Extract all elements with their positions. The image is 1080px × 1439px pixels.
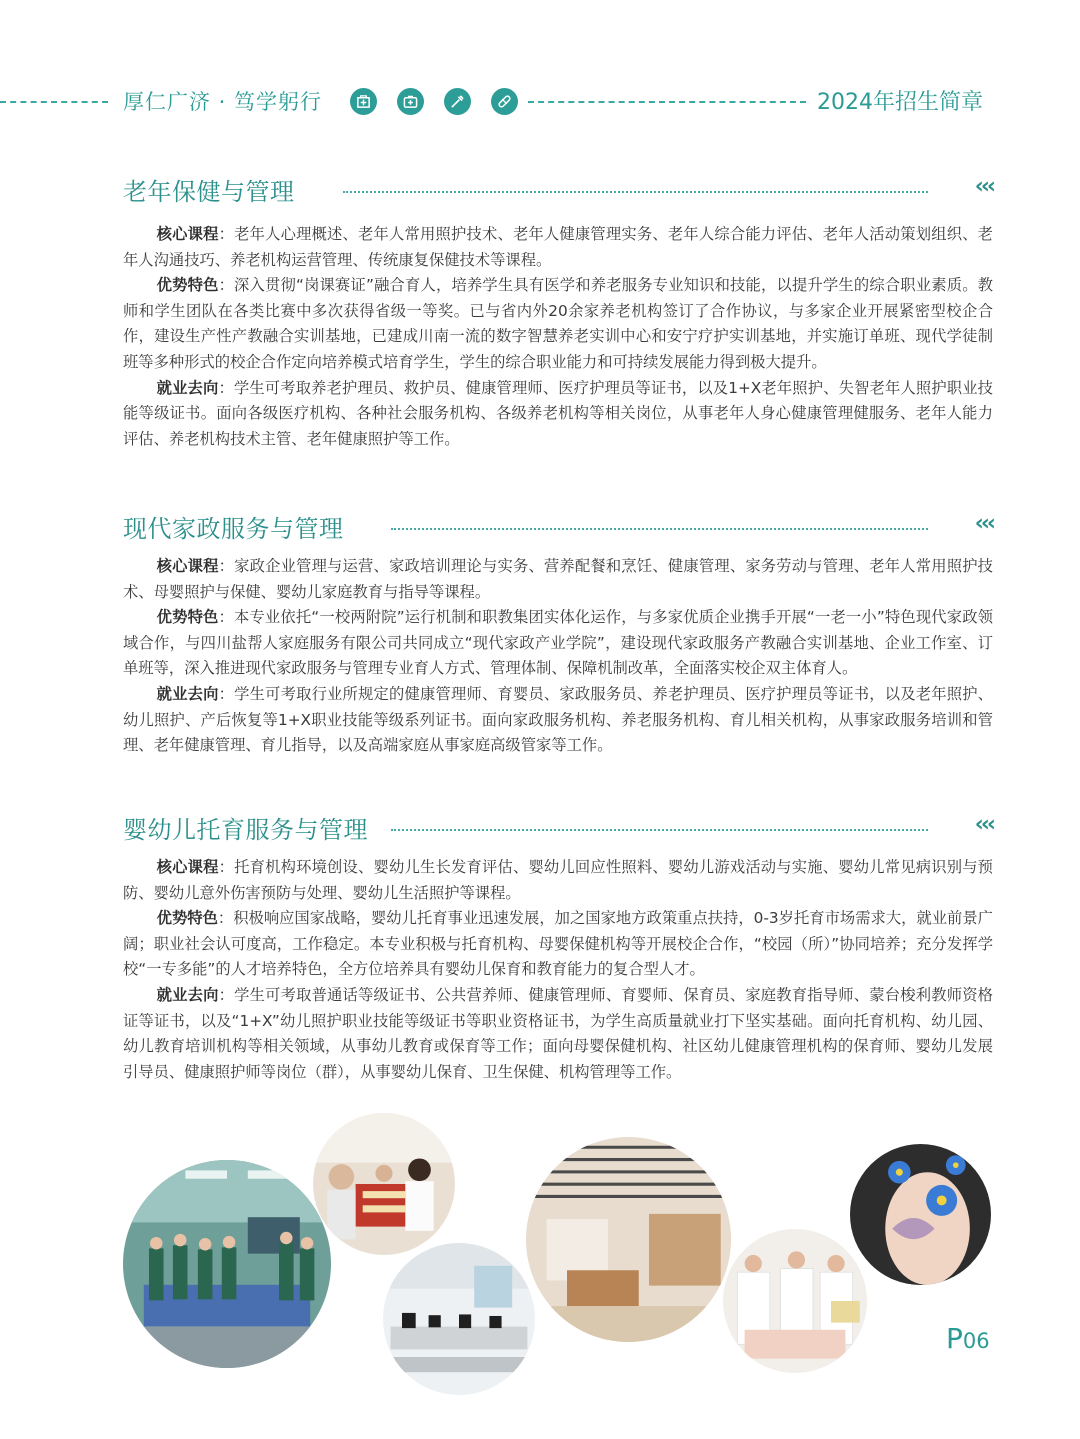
- advantages-text: ：积极响应国家战略，婴幼儿托育事业迅速发展，加之国家地方政策重点扶持，0-3岁托育市场需求大，就业前景广阔；职业社会认可度高，工作稳定。本专业积极与托育机构、母婴保健机构等开展校企合作，“校园（所）”协同培养；充分发挥学校“一专多能”的人才培养特色，全方位培养具有婴幼儿保育和教育能力的复合型人才。: [123, 909, 993, 979]
- chevrons-left-icon: ‹‹‹: [974, 174, 993, 199]
- section-domestic-service: [123, 509, 993, 759]
- photo-nursing-students: [723, 1229, 867, 1373]
- photo-childcare-practice: [313, 1113, 455, 1255]
- section-divider: [391, 528, 928, 530]
- hospital-icon: [350, 88, 377, 115]
- advantages-text: ：本专业依托“一校两附院”运行机制和职教集团实体化运作，与多家优质企业携手开展“一老一小”特色现代家政领域合作，与四川盐帮人家庭服务有限公司共同成立“现代家政产业学院”，建设现代家政服务产教融合实训基地、企业工作室、订单班等，深入推进现代家政服务与管理专业育人方式、管理体制、保障机制改革，全面落实校企双主体育人。: [123, 608, 993, 678]
- page-number-value: 06: [962, 1329, 990, 1353]
- core-courses-text: ：家政企业管理与运营、家政培训理论与实务、营养配餐和烹饪、健康管理、家务劳动与管理、老年人常用照护技术、母婴照护与保健、婴幼儿家庭教育与指导等课程。: [123, 557, 993, 601]
- photo-training-room: [526, 1137, 731, 1342]
- employment-text: ：学生可考取养老护理员、救护员、健康管理师、医疗护理员等证书，以及1+X老年照护、失智老年人照护职业技能等级证书。面向各级医疗机构、各种社会服务机构、各级养老机构等相关岗位，从事老年人身心健康管理健服务、老年人能力评估、养老机构技术主管、老年健康照护等工作。: [123, 378, 993, 448]
- core-courses-text: ：托育机构环境创设、婴幼儿生长发育评估、婴幼儿回应性照料、婴幼儿游戏活动与实施、婴幼儿常见病识别与预防、婴幼儿意外伤害预防与处理、婴幼儿生活照护等课程。: [123, 858, 993, 902]
- advantages-label: 优势特色: [156, 276, 219, 295]
- section-divider: [391, 829, 928, 831]
- advantages-text: ：深入贯彻“岗课赛证”融合育人，培养学生具有医学和养老服务专业知识和技能，以提升学生的综合职业素质。教师和学生团队在各类比赛中多次获得省级一等奖。已与省内外20余家养老机构签订了合作协议，与多家企业开展紧密型校企合作，建设生产性产教融合实训基地，已建成川南一流的数字智慧养老实训中心和安宁疗护实训基地，并实施订单班、现代学徒制班等多种形式的校企合作定向培养模式培育学生，学生的综合职业能力和可持续发展能力得到极大提升。: [123, 276, 993, 371]
- employment-paragraph: [123, 983, 993, 1085]
- section-infant-care: [123, 810, 993, 1085]
- syringe-icon: [444, 88, 471, 115]
- section-divider: [343, 191, 928, 193]
- medical-kit-icon: [397, 88, 424, 115]
- photo-nutrition-lab: [383, 1243, 535, 1395]
- employment-paragraph: [123, 376, 993, 453]
- employment-text: ：学生可考取行业所规定的健康管理师、育婴员、家政服务员、养老护理员、医疗护理员等证书，以及老年照护、幼儿照护、产后恢复等1+X职业技能等级系列证书。面向家政服务机构、养老服务机构、育儿相关机构，从事家政服务培训和管理、老年健康管理、育儿指导，以及高端家庭从事家庭高级管家等工作。: [123, 684, 993, 755]
- employment-paragraph: [123, 682, 993, 759]
- employment-label: 就业去向: [156, 684, 219, 703]
- core-courses-label: 核心课程: [156, 858, 219, 876]
- chevrons-left-icon: ‹‹‹: [974, 511, 993, 536]
- chevrons-left-icon: ‹‹‹: [974, 812, 993, 837]
- section-header: [123, 810, 993, 850]
- advantages-paragraph: [123, 273, 993, 375]
- page-number-prefix: P: [946, 1322, 963, 1355]
- core-courses-paragraph: [123, 554, 993, 605]
- employment-label: 就业去向: [156, 378, 219, 397]
- header-dashed-line-left: [0, 101, 108, 103]
- page-header: [0, 82, 1080, 122]
- core-courses-paragraph: [123, 222, 993, 273]
- advantages-label: 优势特色: [156, 608, 219, 627]
- core-courses-paragraph: [123, 855, 993, 906]
- section-header: [123, 509, 993, 549]
- core-courses-label: 核心课程: [156, 225, 219, 243]
- header-dashed-line-right: [528, 101, 806, 103]
- advantages-label: 优势特色: [156, 909, 218, 928]
- advantages-paragraph: [123, 906, 993, 983]
- section-elderly-care: [123, 172, 993, 452]
- school-motto: 厚仁广济 · 笃学躬行: [123, 90, 323, 114]
- employment-label: 就业去向: [156, 985, 219, 1004]
- photo-face-painting: [850, 1144, 991, 1285]
- page-number: [946, 1322, 990, 1355]
- core-courses-label: 核心课程: [156, 557, 219, 575]
- header-icon-group: [350, 88, 518, 115]
- brochure-title: 2024年招生简章: [817, 90, 983, 115]
- photo-operating-room-training: [123, 1160, 331, 1368]
- section-title: 婴幼儿托育服务与管理: [123, 816, 368, 844]
- section-title: 老年保健与管理: [123, 178, 295, 206]
- advantages-paragraph: [123, 605, 993, 682]
- section-title: 现代家政服务与管理: [123, 515, 344, 543]
- section-header: [123, 172, 993, 212]
- core-courses-text: ：老年人心理概述、老年人常用照护技术、老年人健康管理实务、老年人综合能力评估、老年人活动策划组织、老年人沟通技巧、养老机构运营管理、传统康复保健技术等课程。: [123, 225, 993, 269]
- employment-text: ：学生可考取普通话等级证书、公共营养师、健康管理师、育婴师、保育员、家庭教育指导师、蒙台梭利教师资格证等证书，以及“1+X”幼儿照护职业技能等级证书等职业资格证书，为学生高质量就业打下坚实基础。面向托育机构、幼儿园、幼儿教育培训机构等相关领域，从事幼儿教育或保育等工作；面向母婴保健机构、社区幼儿健康管理机构的保育师、婴幼儿发展引导员、健康照护师等岗位（群），从事婴幼儿保育、卫生保健、机构管理等工作。: [123, 985, 993, 1081]
- pill-icon: [491, 88, 518, 115]
